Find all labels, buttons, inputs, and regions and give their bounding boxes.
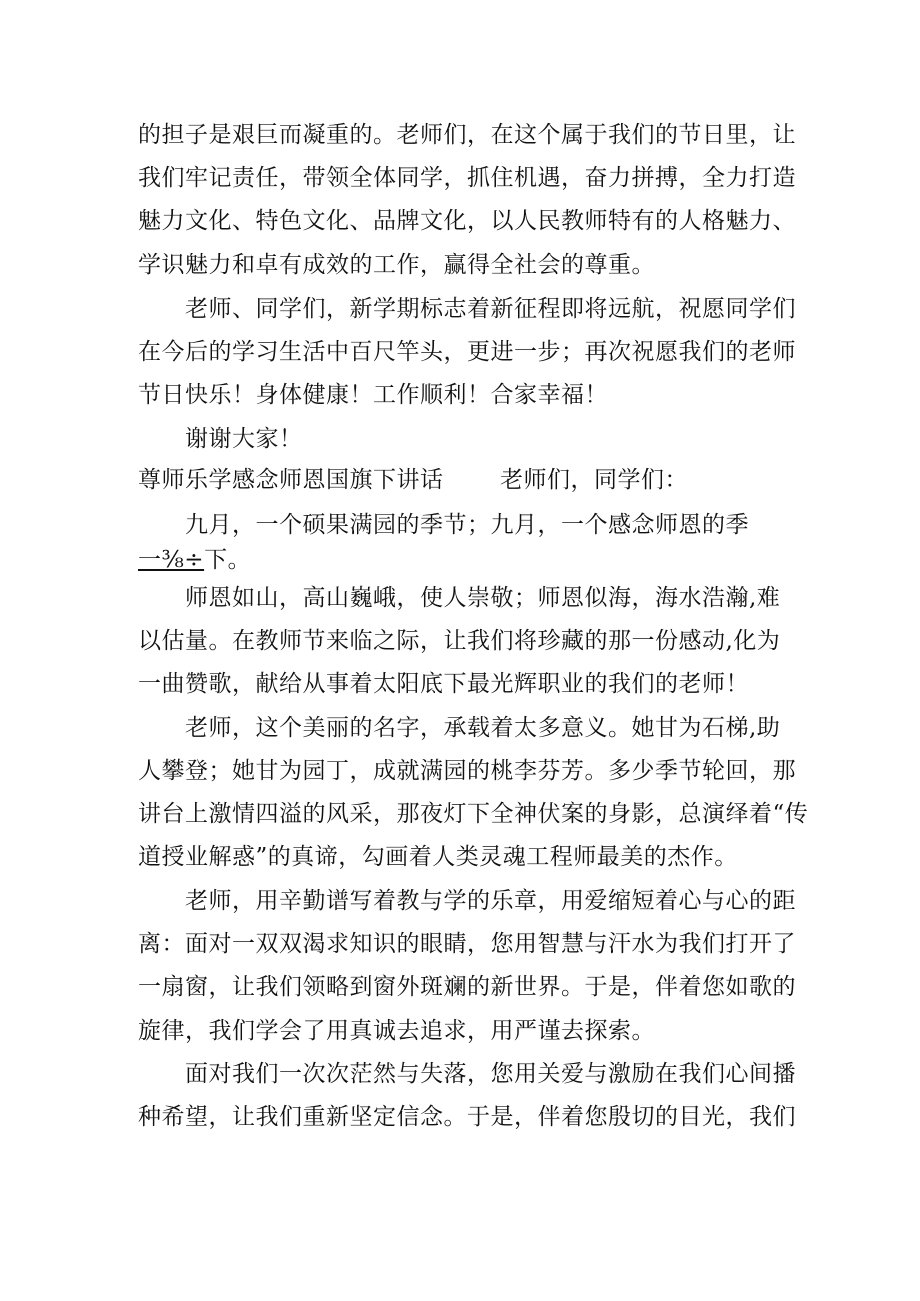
paragraph-line: 我们牢记责任，带领全体同学，抓住机遇，奋力拼搏，全力打造 xyxy=(138,165,796,191)
paragraph-line: 师恩如山，高山巍峨，使人崇敬；师恩似海，海水浩瀚,难 xyxy=(185,585,781,611)
paragraph-line: 一扇窗，让我们领略到窗外斑斓的新世界。于是，伴着您如歌的 xyxy=(138,974,796,1000)
paragraph-line: 的担子是艰巨而凝重的。老师们，在这个属于我们的节日里，让 xyxy=(138,122,796,148)
garbled-line xyxy=(138,545,251,575)
paragraph-line: 谢谢大家！ xyxy=(185,426,303,452)
paragraph-line: 在今后的学习生活中百尺竿头，更进一步；再次祝愿我们的老师 xyxy=(138,339,796,365)
paragraph-line: 学识魅力和卓有成效的工作，赢得全社会的尊重。 xyxy=(138,252,655,278)
paragraph-line: 节日快乐！身体健康！工作顺利！合家幸福！ xyxy=(138,382,608,408)
paragraph-line: 人攀登；她甘为园丁，成就满园的桃李芬芳。多少季节轮回，那 xyxy=(138,758,796,784)
paragraph-line: 离：面对一双双渴求知识的眼睛，您用智慧与汗水为我们打开了 xyxy=(138,931,796,957)
paragraph-line: 种希望，让我们重新坚定信念。于是，伴着您殷切的目光，我们 xyxy=(138,1104,796,1130)
paragraph-line: 讲台上激情四溢的风采，那夜灯下全神伏案的身影，总演绎着“传 xyxy=(138,801,809,827)
paragraph-line: 魅力文化、特色文化、品牌文化，以人民教师特有的人格魅力、 xyxy=(138,208,796,234)
paragraph-line: 面对我们一次次茫然与失落，您用关爱与激励在我们心间播 xyxy=(185,1061,796,1087)
paragraph-line: 以估量。在教师节来临之际，让我们将珍藏的那一份感动,化为 xyxy=(138,628,781,654)
garbled-fraction: 一⅜÷ xyxy=(138,547,205,573)
garbled-rest: 下。 xyxy=(204,547,252,573)
salutation: 老师们，同学们： xyxy=(500,467,688,493)
paragraph-line: 旋律，我们学会了用真诚去追求，用严谨去探索。 xyxy=(138,1018,655,1044)
speech-title-line xyxy=(138,465,838,495)
paragraph-line: 道授业解惑”的真谛，勾画着人类灵魂工程师最美的杰作。 xyxy=(138,844,738,870)
speech-title: 尊师乐学感念师恩国旗下讲话 xyxy=(138,467,444,493)
paragraph-line: 一曲赞歌，献给从事着太阳底下最光辉职业的我们的老师！ xyxy=(138,671,749,697)
paragraph-line: 老师，用辛勤谱写着教与学的乐章，用爱缩短着心与心的距 xyxy=(185,888,796,914)
paragraph-line: 老师，这个美丽的名字，承载着太多意义。她甘为石梯,助 xyxy=(185,715,781,741)
paragraph-line: 老师、同学们，新学期标志着新征程即将远航，祝愿同学们 xyxy=(185,296,796,322)
paragraph-line: 九月，一个硕果满园的季节；九月，一个感念师恩的季 xyxy=(185,512,749,538)
